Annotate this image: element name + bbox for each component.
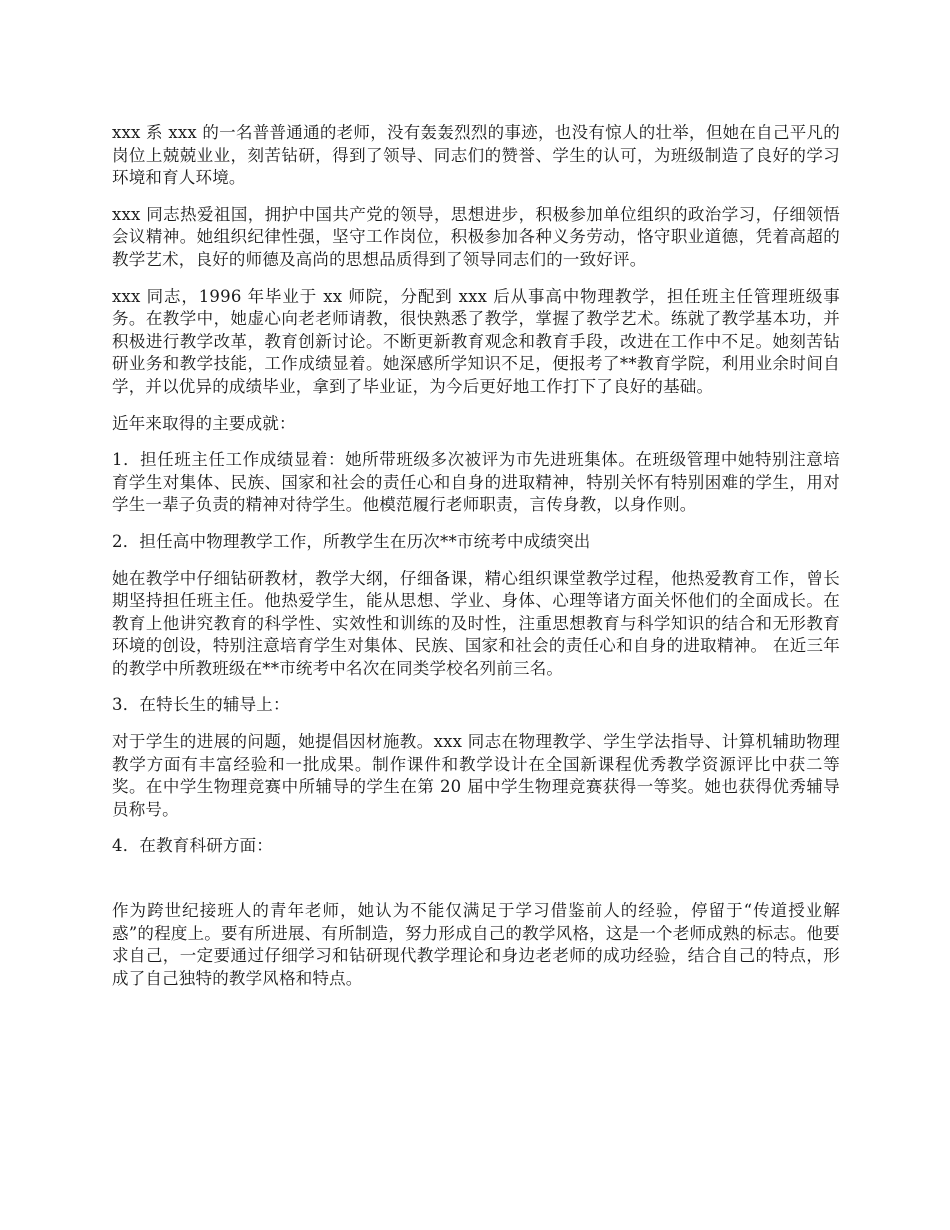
paragraph-career: xxx 同志，1996 年毕业于 xx 师院，分配到 xxx 后从事高中物理教学，担任班主任管理班级事务。在教学中，她虚心向老老师请教，很快熟悉了教学，掌握了教学艺术。练就了教学基本功，并积极进行教学改革，教育创新讨论。不断更新教育观念和教育手段，改进在工作中不足。她刻苦钻研业务和教学技能，工作成绩显着。她深感所学知识不足，便报考了**教育学院，利用业余时间自学，并以优异的成绩毕业，拿到了毕业证，为今后更好地工作打下了良好的基础。 <box>112 286 840 396</box>
paragraph-political: xxx 同志热爱祖国，拥护中国共产党的领导，思想进步，积极参加单位组织的政治学习，仔细领悟会议精神。她组织纪律性强，坚守工作岗位，积极参加各种义务劳动，恪守职业道德，凭着高超的教学艺术，良好的师德及高尚的思想品质得到了领导同志们的一致好评。 <box>112 204 840 269</box>
paragraph-research: 作为跨世纪接班人的青年老师，她认为不能仅满足于学习借鉴前人的经验，停留于“传道授业解惑”的程度上。要有所进展、有所制造，努力形成自己的教学风格，这是一个老师成熟的标志。他要求自己，一定要通过仔细学习和钻研现代教学理论和身边老老师的成功经验，结合自己的特点，形成了自己独特的教学风格和特点。 <box>112 901 840 988</box>
achievements-heading: 近年来取得的主要成就： <box>112 413 296 433</box>
paragraph-tutoring: 对于学生的进展的问题，她提倡因材施教。xxx 同志在物理教学、学生学法指导、计算机辅助物理教学方面有丰富经验和一批成果。制作课件和教学设计在全国新课程优秀教学资源评比中获二等奖。在中学生物理竞赛中所辅导的学生在第 20 届中学生物理竞赛获得一等奖。她也获得优秀辅导员称号。 <box>112 732 840 819</box>
achievement-item-2: 2．担任高中物理教学工作，所教学生在历次**市统考中成绩突出 <box>112 531 591 551</box>
achievement-item-4: 4．在教育科研方面： <box>112 836 273 856</box>
paragraph-intro: xxx 系 xxx 的一名普普通通的老师，没有轰轰烈烈的事迹，也没有惊人的壮举，但她在自己平凡的岗位上兢兢业业，刻苦钻研，得到了领导、同志们的赞誉、学生的认可，为班级制造了良好的学习环境和育人环境。 <box>112 123 840 188</box>
document-body <box>112 122 840 1004</box>
achievement-item-1: 1．担任班主任工作成绩显着：她所带班级多次被评为市先进班集体。在班级管理中她特别注意培育学生对集体、民族、国家和社会的责任心和自身的进取精神，特别关怀有特别困难的学生，用对学生一辈子负责的精神对待学生。他模范履行老师职责，言传身教，以身作则。 <box>112 450 840 515</box>
achievement-item-3: 3．在特长生的辅导上： <box>112 695 290 715</box>
paragraph-teaching: 她在教学中仔细钻研教材，教学大纲，仔细备课，精心组织课堂教学过程，他热爱教育工作，曾长期坚持担任班主任。他热爱学生，能从思想、学业、身体、心理等诸方面关怀他们的全面成长。在教育上他讲究教育的科学性、实效性和训练的及时性，注重思想教育与科学知识的结合和无形教育环境的创设，特别注意培育学生对集体、民族、国家和社会的责任心和自身的进取精神。 在近三年的教学中所教班级在**市统考中名次在同类学校名列前三名。 <box>112 568 840 678</box>
